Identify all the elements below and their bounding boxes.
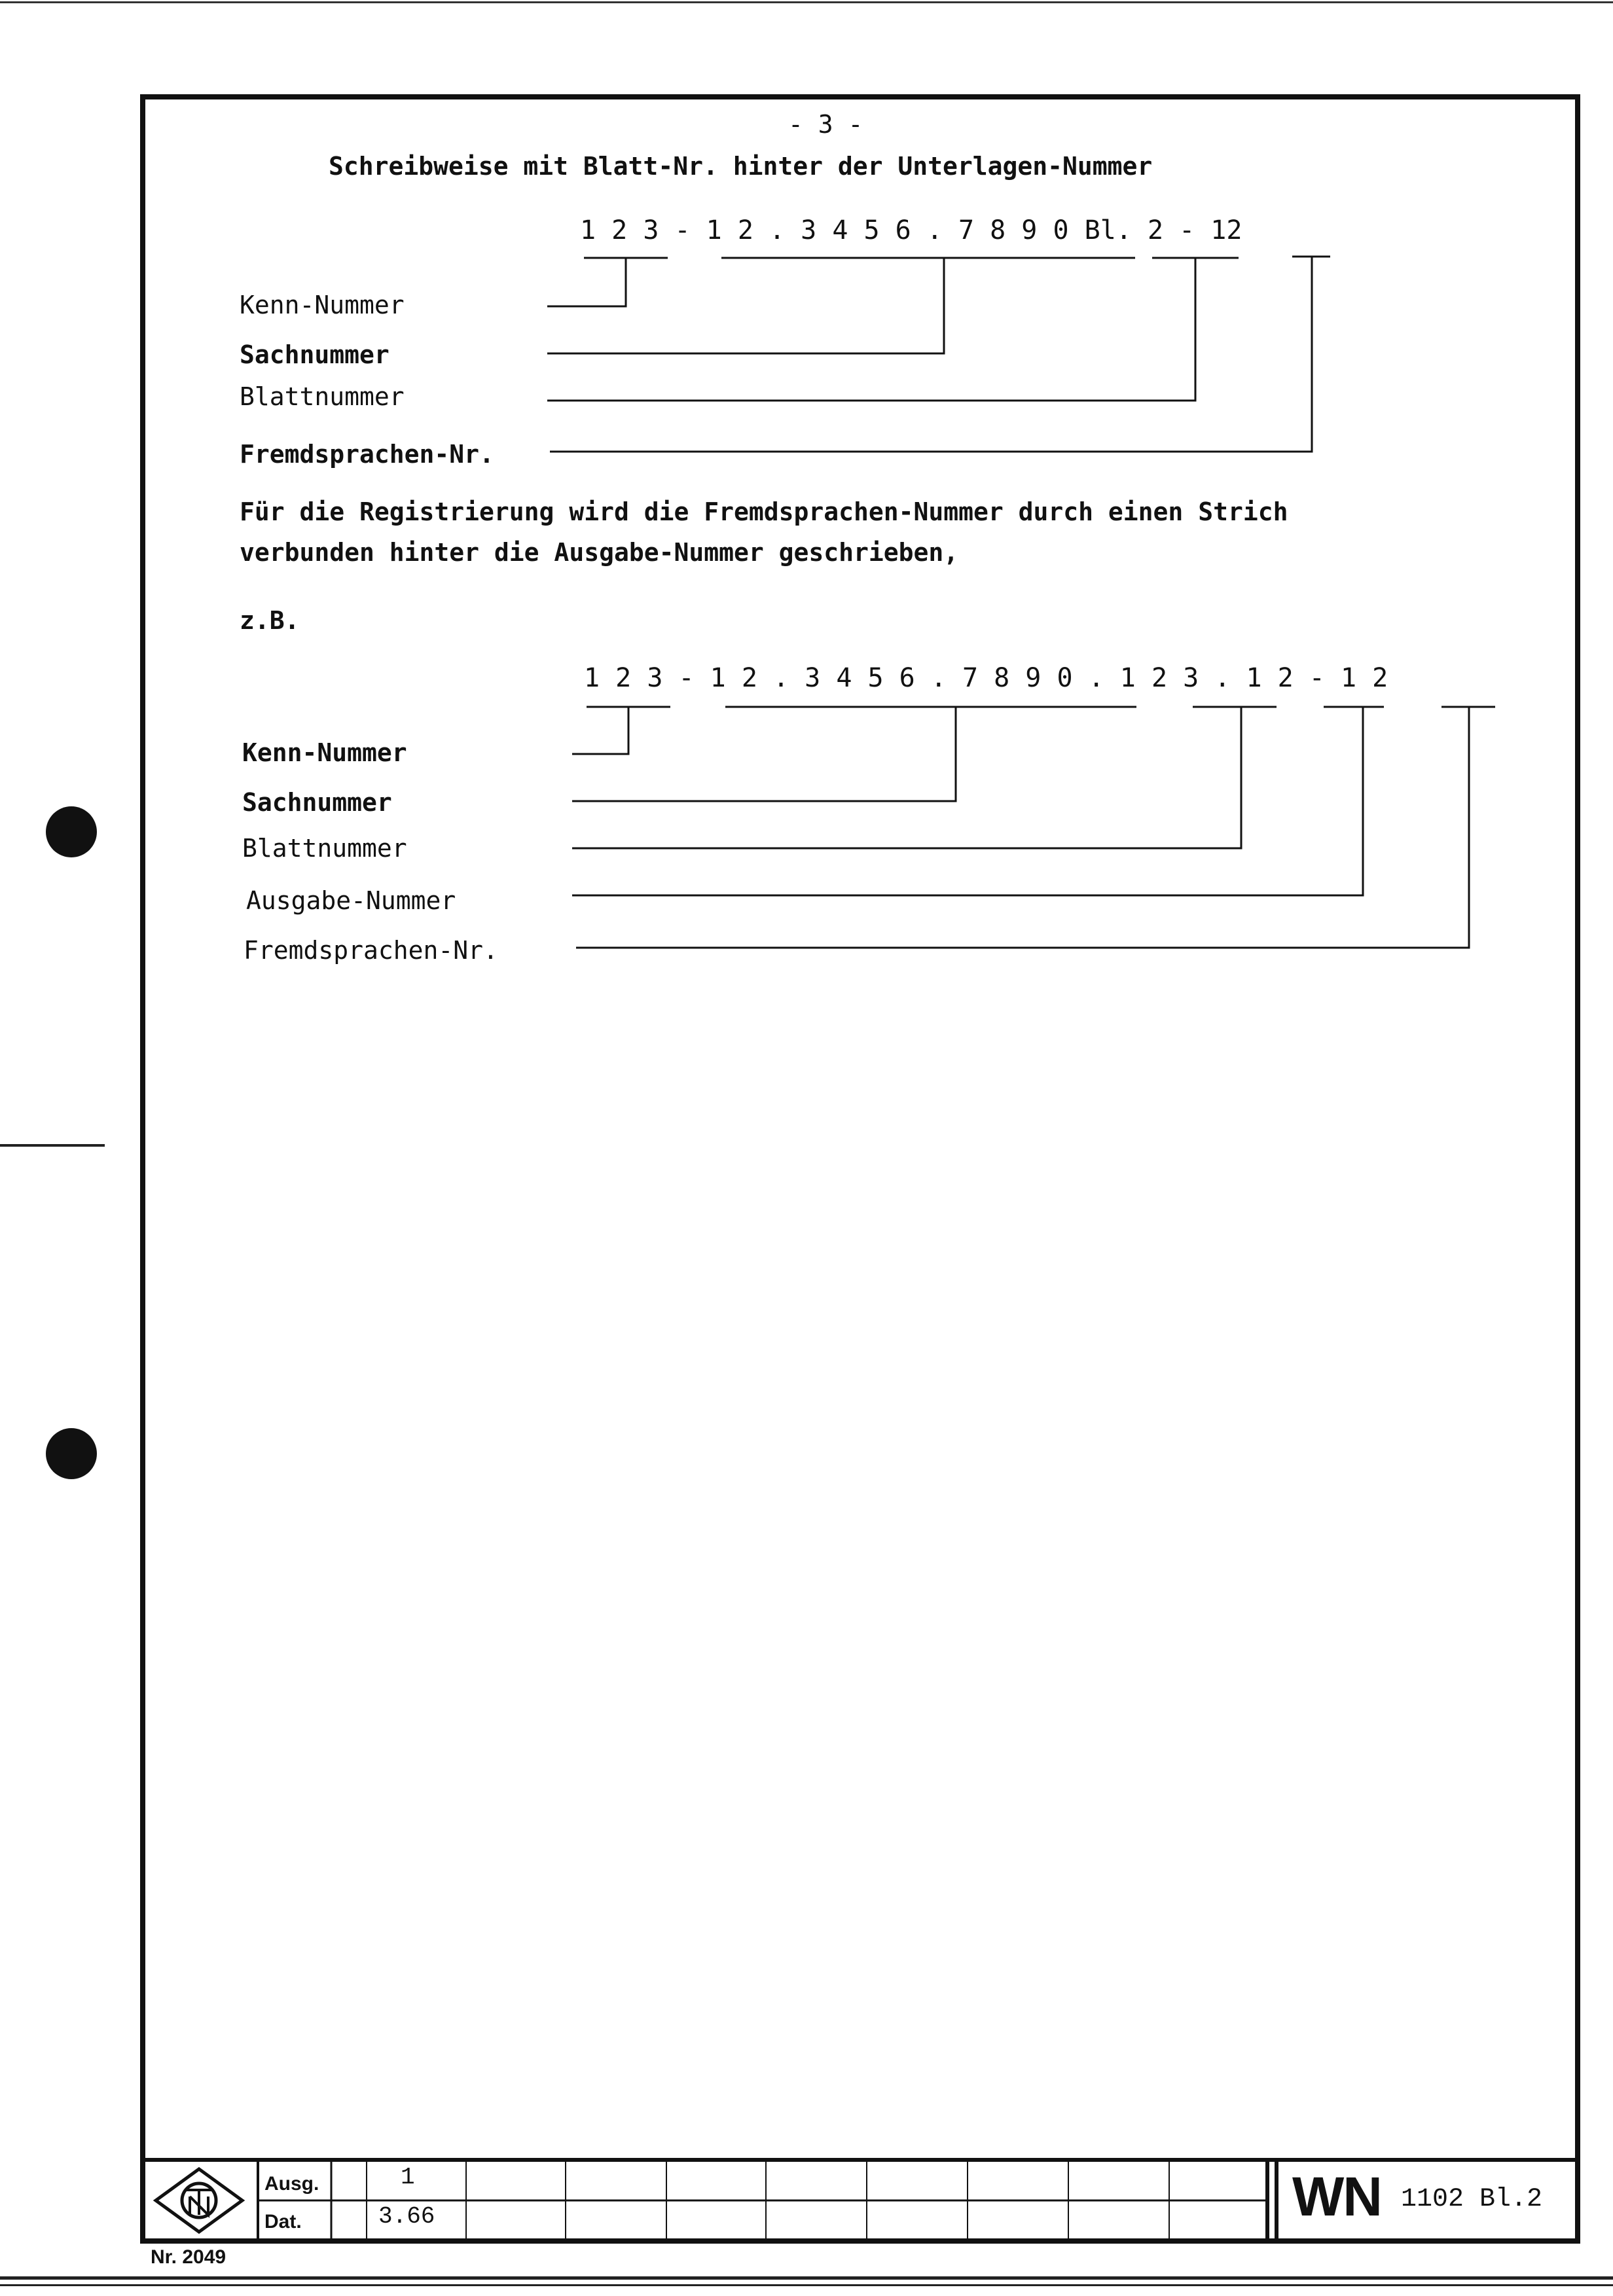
leader-kenn-2 [572,707,628,754]
example2-label-sach: Sachnummer [242,788,392,817]
leader-sach-2 [572,707,956,801]
document-number: 1102 Bl.2 [1401,2185,1543,2214]
example1-number: 1 2 3 - 1 2 . 3 4 5 6 . 7 8 9 0 Bl. 2 - 12 [580,215,1242,245]
form-number: Nr. 2049 [151,2246,227,2268]
leader-kenn-1 [547,258,626,306]
ausg-value: 1 [401,2164,415,2191]
dat-value: 3.66 [378,2203,435,2230]
example2-number: 1 2 3 - 1 2 . 3 4 5 6 . 7 8 9 0 . 1 2 3 . 1 2 - 1 2 [584,663,1388,693]
example1-label-kenn: Kenn-Nummer [240,291,405,319]
example2-label-ausgabe: Ausgabe-Nummer [246,886,456,915]
leader-blatt-2 [572,707,1241,848]
paragraph-line1: Für die Registrierung wird die Fremdsprachen-Nummer durch einen Strich [240,497,1288,526]
example2-label-blatt: Blattnummer [242,834,407,863]
leader-fremd-2 [576,707,1469,948]
leader-blatt-1 [547,258,1195,401]
scan-bottom-edge [0,2276,1613,2280]
dat-label: Dat. [264,2211,302,2233]
example2-label-kenn: Kenn-Nummer [242,738,407,767]
example1-label-fremd: Fremdsprachen-Nr. [240,440,494,469]
example-intro: z.B. [240,606,300,635]
example1-label-sach: Sachnummer [240,340,390,369]
company-logo [156,2169,242,2232]
page-heading: Schreibweise mit Blatt-Nr. hinter der Unterlagen-Nummer [329,152,1153,181]
wn-mark: WN [1292,2166,1381,2227]
paragraph-line2: verbunden hinter die Ausgabe-Nummer geschrieben, [240,538,959,567]
ausg-label: Ausg. [264,2173,319,2195]
page-number: - 3 - [788,110,863,139]
scan-bottom-edge [0,2284,1613,2286]
example2-label-fremd: Fremdsprachen-Nr. [244,936,498,965]
example1-label-blatt: Blattnummer [240,382,405,411]
